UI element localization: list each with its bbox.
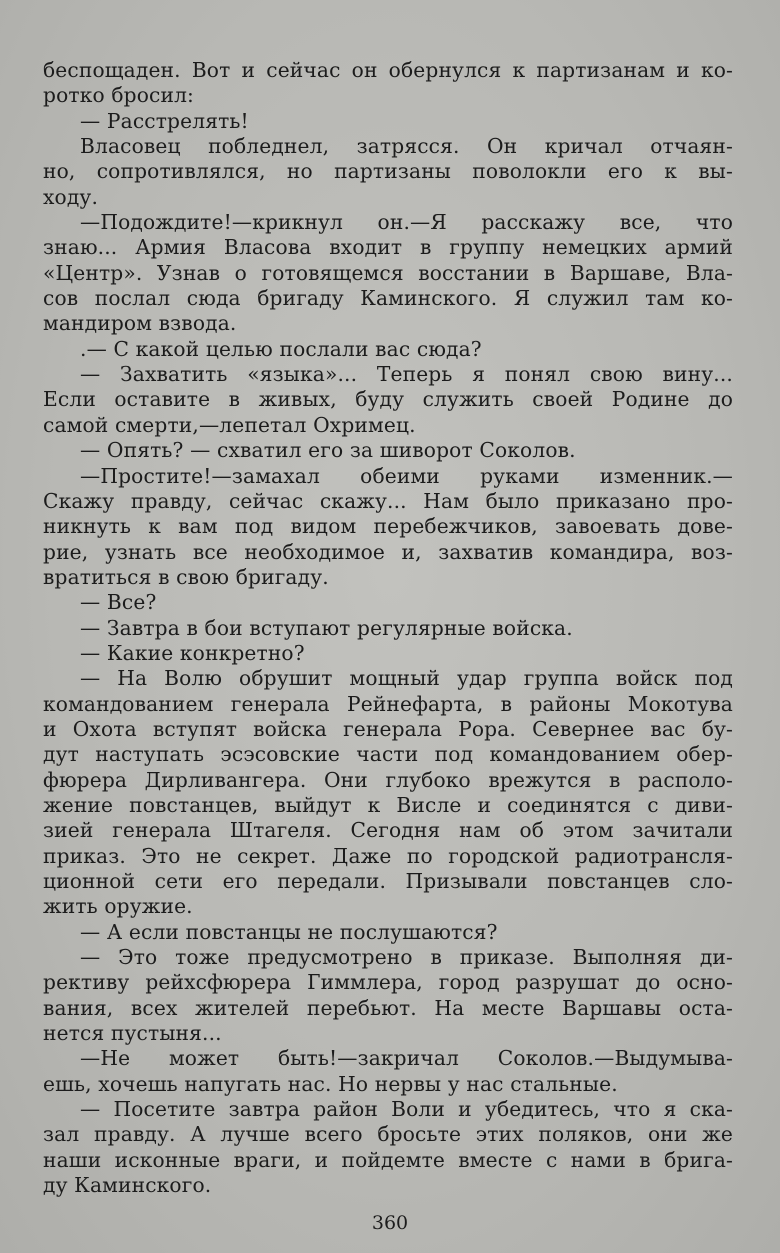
body-text bbox=[43, 58, 733, 1198]
text-line: — А если повстанцы не послушаются? bbox=[80, 919, 498, 944]
text-line: ду Каминского. bbox=[43, 1173, 212, 1198]
text-line: приказ. Это не секрет. Даже по городской радиотрансля- bbox=[43, 843, 733, 868]
text-line: рективу рейхсфюрера Гиммлера, город разрушат до осно- bbox=[43, 970, 733, 995]
text-line: вания, всех жителей перебьют. На месте Варшавы оста- bbox=[43, 995, 733, 1020]
text-line: самой смерти,—лепетал Охримец. bbox=[43, 412, 416, 437]
page-number: 360 bbox=[371, 1212, 409, 1234]
text-line: — Захватить «языка»... Теперь я понял свою вину... bbox=[80, 362, 733, 387]
text-line: —Подождите!—крикнул он.—Я расскажу все, что bbox=[80, 210, 733, 235]
text-line: мандиром взвода. bbox=[43, 311, 237, 336]
text-line: — На Волю обрушит мощный удар группа войск под bbox=[80, 666, 733, 691]
text-line: жить оружие. bbox=[43, 894, 193, 919]
text-line: жение повстанцев, выйдут к Висле и соединятся с диви- bbox=[43, 792, 733, 817]
text-line: но, сопротивлялся, но партизаны поволокли его к вы- bbox=[43, 159, 733, 184]
text-line: — Расстрелять! bbox=[80, 108, 249, 133]
text-line: зией генерала Штагеля. Сегодня нам об этом зачитали bbox=[43, 818, 733, 843]
text-line: ционной сети его передали. Призывали повстанцев сло- bbox=[43, 869, 733, 893]
text-line: — Все? bbox=[80, 590, 157, 615]
text-line: вратиться в свою бригаду. bbox=[43, 564, 329, 589]
text-line: и Охота вступят войска генерала Рора. Севернее вас бу- bbox=[43, 716, 733, 741]
text-line: ешь, хочешь напугать нас. Но нервы у нас стальные. bbox=[43, 1071, 618, 1096]
text-line: — Какие конкретно? bbox=[80, 640, 305, 665]
text-line: нется пустыня... bbox=[43, 1021, 222, 1046]
text-line: зал правду. А лучше всего бросьте этих поляков, они же bbox=[43, 1122, 733, 1147]
text-line: ротко бросил: bbox=[43, 83, 195, 108]
text-line: —Не может быть!—закричал Соколов.—Выдумыва- bbox=[80, 1046, 733, 1071]
text-line: рие, узнать все необходимое и, захватив командира, воз- bbox=[43, 539, 733, 564]
text-line: знаю... Армия Власова входит в группу немецких армий bbox=[43, 235, 733, 260]
text-line: сов послал сюда бригаду Каминского. Я служил там ко- bbox=[43, 286, 733, 311]
text-line: ходу. bbox=[43, 184, 99, 209]
text-line: никнуть к вам под видом перебежчиков, завоевать дове- bbox=[43, 514, 733, 539]
text-line: «Центр». Узнав о готовящемся восстании в Варшаве, Вла- bbox=[43, 260, 733, 285]
text-line: .— С какой целью послали вас сюда? bbox=[80, 336, 482, 361]
text-line: Скажу правду, сейчас скажу... Нам было приказано про- bbox=[43, 488, 733, 513]
text-line: дут наступать эсэсовские части под командованием обер- bbox=[43, 742, 733, 767]
text-line: —Простите!—замахал обеими руками изменник.— bbox=[80, 463, 733, 488]
text-line: — Посетите завтра район Воли и убедитесь, что я ска- bbox=[80, 1097, 733, 1122]
text-line: командованием генерала Рейнефарта, в районы Мокотува bbox=[43, 691, 733, 716]
text-line: наши исконные враги, и пойдемте вместе с нами в брига- bbox=[43, 1147, 733, 1172]
text-line: фюрера Дирливангера. Они глубоко врежутся в располо- bbox=[43, 767, 733, 792]
text-line: беспощаден. Вот и сейчас он обернулся к партизанам и ко- bbox=[43, 58, 733, 82]
text-line: Власовец побледнел, затрясся. Он кричал отчаян- bbox=[80, 134, 733, 159]
text-line: — Это тоже предусмотрено в приказе. Выполняя ди- bbox=[80, 945, 733, 970]
text-line: — Опять? — схватил его за шиворот Соколов. bbox=[80, 438, 576, 463]
text-line: Если оставите в живых, буду служить своей Родине до bbox=[43, 387, 733, 412]
text-line: — Завтра в бои вступают регулярные войска. bbox=[80, 615, 573, 640]
